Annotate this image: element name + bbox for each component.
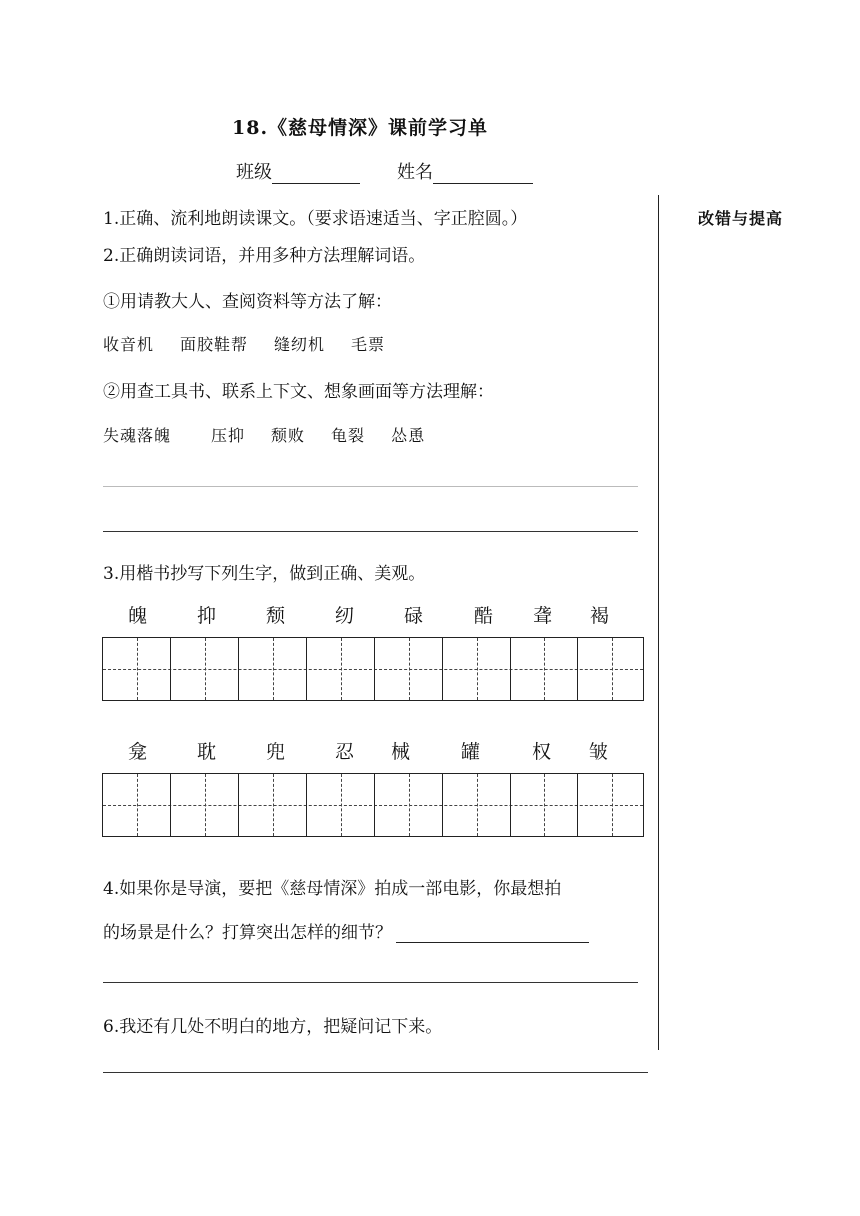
class-label: 班级 — [236, 162, 272, 183]
class-blank[interactable] — [272, 165, 360, 184]
char-row-1 — [103, 601, 645, 631]
char-item: 纫 — [335, 605, 355, 627]
grid-cell[interactable] — [103, 638, 171, 700]
char-item: 抑 — [197, 605, 217, 627]
grid-cell[interactable] — [511, 638, 578, 700]
char-item: 酷 — [474, 605, 494, 627]
writing-grid-2[interactable] — [102, 773, 644, 837]
grid-cell[interactable] — [443, 638, 511, 700]
grid-cell[interactable] — [443, 774, 511, 836]
word-list-2 — [103, 423, 451, 446]
word-item: 压抑 — [211, 426, 246, 445]
word-item: 失魂落魄 — [103, 426, 172, 445]
word-item: 龟裂 — [331, 426, 366, 445]
grid-cell[interactable] — [578, 774, 645, 836]
class-field — [236, 158, 360, 184]
question-6: 6.我还有几处不明白的地方，把疑问记下来。 — [103, 1017, 443, 1037]
question-4-line-2 — [103, 918, 589, 943]
question-2-part-2: ②用查工具书、联系上下文、想象画面等方法理解： — [103, 382, 494, 402]
char-item: 权 — [532, 741, 552, 763]
word-item: 毛票 — [351, 335, 386, 354]
question-2: 2.正确朗读词语，并用多种方法理解词语。 — [103, 246, 426, 266]
char-item: 魄 — [128, 605, 148, 627]
char-item: 忍 — [335, 741, 355, 763]
question-3: 3.用楷书抄写下列生字，做到正确、美观。 — [103, 564, 426, 584]
grid-cell[interactable] — [375, 638, 443, 700]
column-divider — [658, 195, 659, 1050]
answer-line[interactable] — [103, 1072, 648, 1073]
char-item: 耽 — [197, 741, 217, 763]
grid-cell[interactable] — [171, 638, 239, 700]
word-item: 怂恿 — [391, 426, 426, 445]
grid-cell[interactable] — [239, 638, 307, 700]
grid-cell[interactable] — [307, 774, 375, 836]
writing-grid-1[interactable] — [102, 637, 644, 701]
answer-line[interactable] — [103, 531, 638, 532]
question-4-line-1: 4.如果你是导演，要把《慈母情深》拍成一部电影，你最想拍 — [103, 879, 562, 899]
char-item: 龛 — [128, 741, 148, 763]
grid-cell[interactable] — [578, 638, 645, 700]
char-item: 碌 — [404, 605, 424, 627]
char-row-2 — [103, 737, 645, 767]
grid-cell[interactable] — [307, 638, 375, 700]
word-item: 面胶鞋帮 — [180, 335, 249, 354]
char-item: 罐 — [461, 741, 481, 763]
name-field — [397, 158, 533, 184]
grid-cell[interactable] — [103, 774, 171, 836]
sidebar-heading: 改错与提高 — [698, 209, 784, 228]
char-item: 聋 — [533, 605, 553, 627]
question-4-text: 的场景是什么？打算突出怎样的细节？ — [103, 923, 392, 943]
grid-cell[interactable] — [375, 774, 443, 836]
name-blank[interactable] — [433, 165, 533, 184]
grid-cell[interactable] — [511, 774, 578, 836]
char-item: 褐 — [590, 605, 610, 627]
grid-cell[interactable] — [171, 774, 239, 836]
word-list-1 — [103, 332, 411, 355]
page-title: 18.《慈母情深》课前学习单 — [232, 117, 489, 139]
word-item: 收音机 — [103, 335, 155, 354]
word-item: 缝纫机 — [274, 335, 326, 354]
answer-line[interactable] — [103, 982, 638, 983]
char-item: 颓 — [266, 605, 286, 627]
name-label: 姓名 — [397, 162, 433, 183]
question-1: 1.正确、流利地朗读课文。（要求语速适当、字正腔圆。） — [103, 209, 528, 229]
grid-cell[interactable] — [239, 774, 307, 836]
char-item: 兜 — [266, 741, 286, 763]
question-2-part-1: ①用请教大人、查阅资料等方法了解： — [103, 292, 392, 312]
answer-line[interactable] — [103, 486, 638, 487]
word-item: 颓败 — [271, 426, 306, 445]
char-item: 皱 — [589, 741, 609, 763]
char-item: 械 — [391, 741, 411, 763]
answer-blank[interactable] — [396, 924, 589, 943]
